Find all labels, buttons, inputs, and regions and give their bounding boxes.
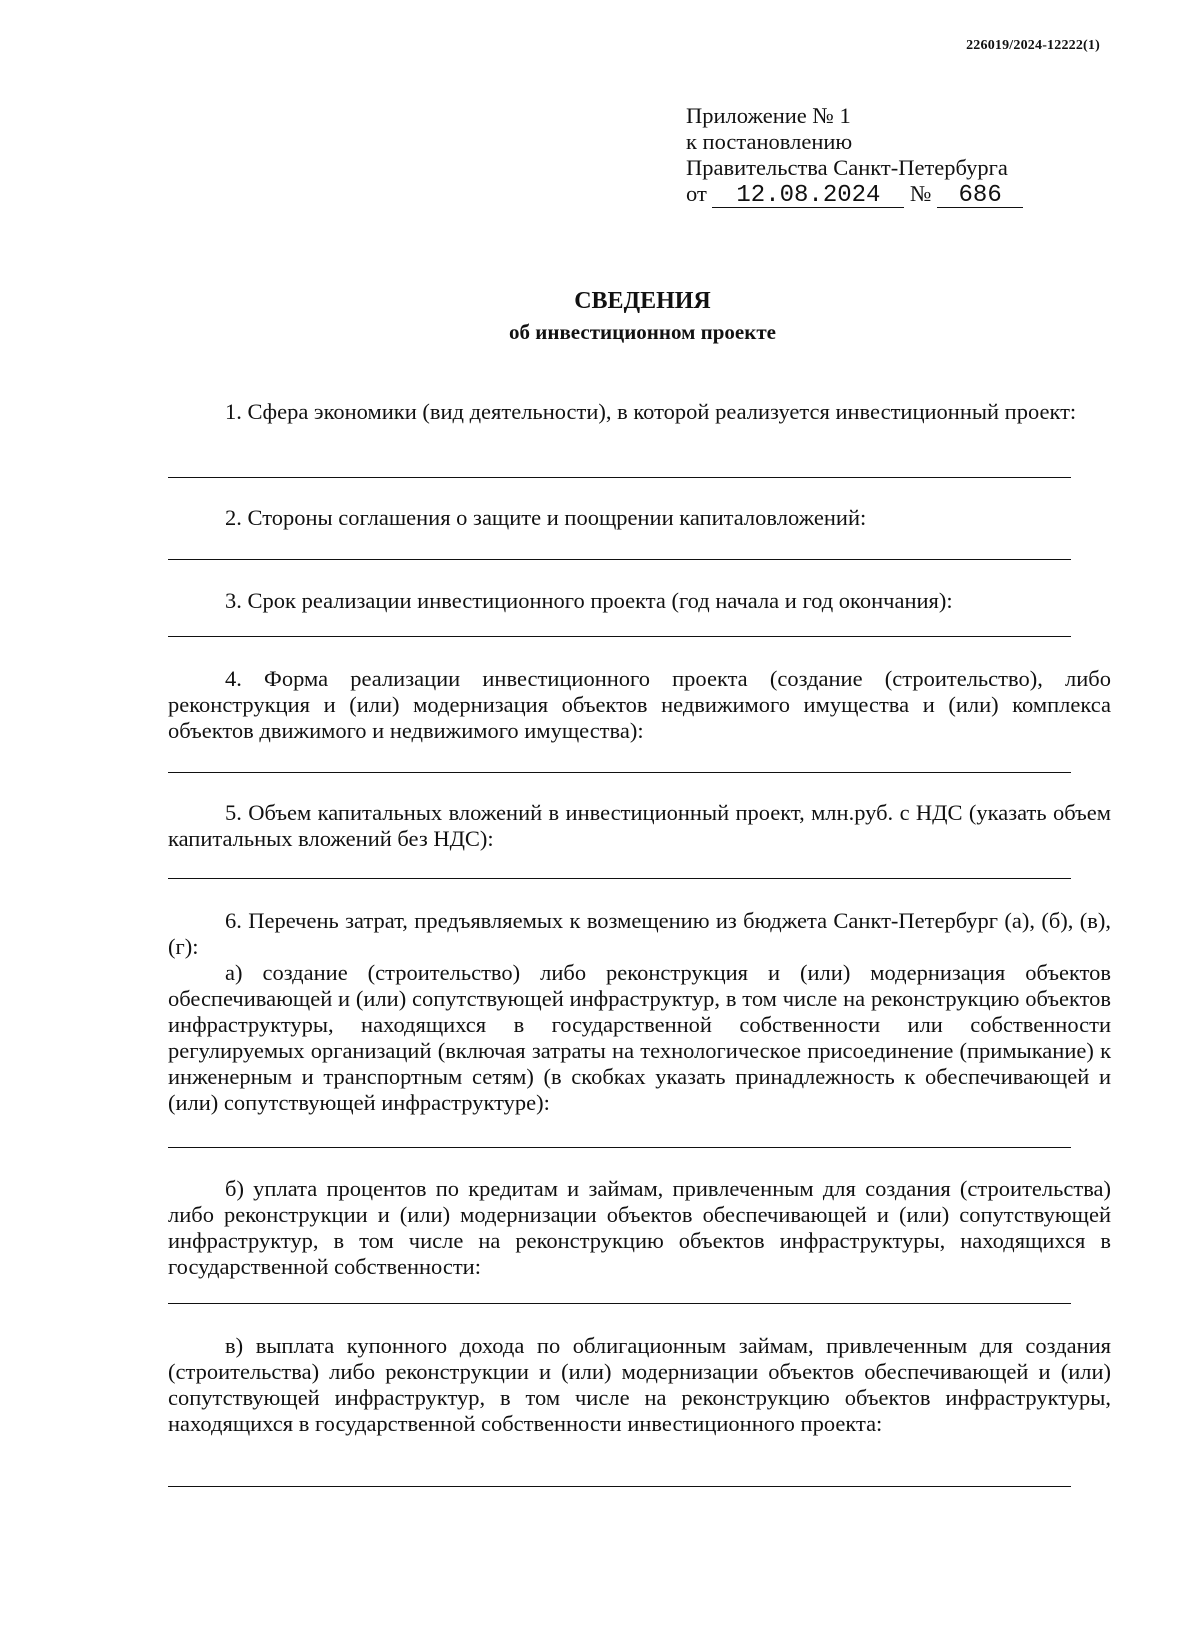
section-1-text: 1. Сфера экономики (вид деятельности), в которой реализуется инвестиционный проект: — [225, 399, 1077, 424]
appendix-line-3: Правительства Санкт-Петербурга — [686, 155, 1008, 180]
section-3 — [168, 588, 1111, 614]
section-6b-answer-line — [168, 1303, 1071, 1304]
section-2 — [168, 505, 1111, 531]
section-5 — [168, 800, 1111, 852]
section-5-answer-line — [168, 878, 1071, 879]
section-4 — [168, 666, 1111, 744]
appendix-line-2: к постановлению — [686, 129, 853, 154]
section-6a-answer-line — [168, 1147, 1071, 1148]
section-3-text: 3. Срок реализации инвестиционного проекта (год начала и год окончания): — [225, 588, 953, 613]
number-prefix: № — [910, 181, 932, 206]
section-4-text: 4. Форма реализации инвестиционного проекта (создание (строительство), либо реконструкция и (или) модернизация объектов недвижимого имущества и (или) комплекса объектов движимого и недвижимого имущества): — [168, 666, 1111, 743]
number-value: 686 — [958, 182, 1002, 209]
section-2-text: 2. Стороны соглашения о защите и поощрении капиталовложений: — [225, 505, 867, 530]
document-subtitle: об инвестиционном проекте — [509, 320, 776, 344]
appendix-title: Приложение № 1 — [686, 103, 851, 128]
date-field — [712, 183, 904, 208]
section-4-answer-line — [168, 772, 1071, 773]
document-registration-number: 226019/2024-12222(1) — [966, 38, 1100, 53]
section-1 — [168, 399, 1111, 425]
section-2-answer-line — [168, 559, 1071, 560]
document-title: СВЕДЕНИЯ — [574, 288, 711, 314]
section-6b — [168, 1176, 1111, 1280]
section-6v-text: в) выплата купонного дохода по облигационным займам, привлеченным для создания (строительства) либо реконструкции и (или) модернизации объектов обеспечивающей и (или) сопутствующей инфраструктур, в том числе на реконструкцию объектов инфраструктуры, находящихся в государственной собственности инвестиционного проекта: — [168, 1333, 1111, 1436]
section-3-answer-line — [168, 636, 1071, 637]
section-6v — [168, 1333, 1111, 1437]
section-6-text: 6. Перечень затрат, предъявляемых к возмещению из бюджета Санкт-Петербург (а), (б), (в), (г): — [168, 908, 1111, 959]
date-value: 12.08.2024 — [736, 182, 881, 209]
date-prefix: от — [686, 181, 707, 206]
section-6a-text: а) создание (строительство) либо реконструкция и (или) модернизация объектов обеспечивающей и (или) сопутствующей инфраструктур, в том числе на реконструкцию объектов инфраструктуры, находящихся в государственной собственности или собственности регулируемых организаций (включая затраты на технологическое присоединение (примыкание) к инженерным и транспортным сетям) (в скобках указать принадлежность к обеспечивающей и (или) сопутствующей инфраструктуре): — [168, 960, 1111, 1115]
appendix-date-line — [686, 181, 1023, 208]
section-6 — [168, 908, 1111, 1116]
number-field — [937, 183, 1023, 208]
section-1-answer-line — [168, 477, 1071, 478]
section-6v-answer-line — [168, 1486, 1071, 1487]
appendix-block — [686, 103, 1023, 208]
section-5-text: 5. Объем капитальных вложений в инвестиционный проект, млн.руб. с НДС (указать объем капитальных вложений без НДС): — [168, 800, 1111, 851]
section-6b-text: б) уплата процентов по кредитам и займам, привлеченным для создания (строительства) либо реконструкции и (или) модернизации объектов обеспечивающей и (или) сопутствующей инфраструктур, в том числе на реконструкцию объектов инфраструктуры, находящихся в государственной собственности: — [168, 1176, 1111, 1279]
